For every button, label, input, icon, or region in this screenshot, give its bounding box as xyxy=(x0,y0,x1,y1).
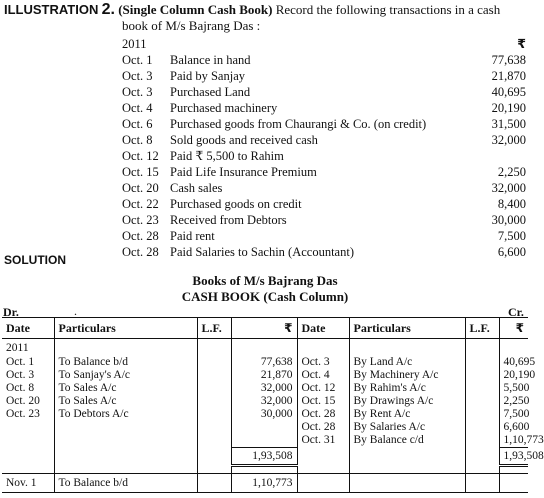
transaction-row: Oct. 1 Balance in hand 77,638 xyxy=(122,53,526,67)
transaction-row: Oct. 12 Paid ₹ 5,500 to Rahim xyxy=(122,149,284,163)
illustration-label: ILLUSTRATION xyxy=(4,2,99,17)
transaction-row: Oct. 6 Purchased goods from Chaurangi & Co. (on credit) 31,500 xyxy=(122,117,526,131)
transaction-row: Oct. 8 Sold goods and received cash 32,000 xyxy=(122,133,526,147)
cash-book-title: CASH BOOK (Cash Column) xyxy=(181,289,349,304)
credit-label: Cr. xyxy=(508,305,524,319)
transaction-row: Oct. 4 Purchased machinery 20,190 xyxy=(122,101,526,115)
solution-heading: SOLUTION xyxy=(4,253,66,267)
transaction-row: Oct. 3 Paid by Sanjay 21,870 xyxy=(122,69,526,83)
header-lf: L.F. xyxy=(465,318,499,339)
transaction-row: Oct. 15 Paid Life Insurance Premium 2,250 xyxy=(122,165,526,179)
table-row: Oct. 8 To Sales A/c 32,000 Oct. 12 By Rahim's A/c 5,500 xyxy=(2,382,528,395)
illustration-text: Record the following transactions in a cash xyxy=(272,2,501,17)
illustration-heading xyxy=(4,2,528,18)
header-particulars: Particulars xyxy=(349,318,465,339)
illustration-number: 2. xyxy=(101,1,115,18)
illustration-text-line2: book of M/s Bajrang Das : xyxy=(122,18,261,33)
table-row: Oct. 3 To Sanjay's A/c 21,870 Oct. 4 By Machinery A/c 20,190 xyxy=(2,369,528,382)
table-row: Oct. 20 To Sales A/c 32,000 Oct. 15 By Drawings A/c 2,250 xyxy=(2,395,528,408)
cash-book-table xyxy=(2,317,544,493)
illustration-title: (Single Column Cash Book) xyxy=(118,2,273,17)
transaction-row: Oct. 3 Purchased Land 40,695 xyxy=(122,85,526,99)
transaction-row: Oct. 28 Paid rent 7,500 xyxy=(122,229,526,243)
table-row: Oct. 1 To Balance b/d 77,638 Oct. 3 By Land A/c 40,695 xyxy=(2,356,528,369)
rupee-icon: ₹ xyxy=(517,36,526,51)
transactions-year: 2011 xyxy=(122,37,147,51)
closing-amount: 1,10,773 xyxy=(231,474,297,493)
closing-date: Nov. 1 xyxy=(2,474,54,493)
spacer-row xyxy=(2,466,528,474)
transaction-row: Oct. 28 Paid Salaries to Sachin (Accountant) 6,600 xyxy=(122,245,526,259)
table-row: Oct. 23 To Debtors A/c 30,000 Oct. 28 By Rent A/c 7,500 xyxy=(2,408,528,421)
header-date: Date xyxy=(2,318,54,339)
stray-dot: . xyxy=(74,304,77,318)
header-particulars: Particulars xyxy=(54,318,197,339)
year-cell: 2011 xyxy=(2,339,54,357)
totals-row xyxy=(2,448,528,466)
transactions-header-row xyxy=(122,36,526,52)
debit-label: Dr. xyxy=(3,305,19,319)
debit-total: 1,93,508 xyxy=(231,448,297,466)
table-row: Oct. 28 By Salaries A/c 6,600 xyxy=(2,421,528,434)
transaction-row: Oct. 22 Purchased goods on credit 8,400 xyxy=(122,197,526,211)
cash-book-header-row xyxy=(2,318,528,339)
header-date: Date xyxy=(297,318,349,339)
transactions-table xyxy=(122,36,526,260)
books-title: Books of M/s Bajrang Das xyxy=(192,273,338,288)
credit-total: 1,93,508 xyxy=(499,448,528,466)
table-row xyxy=(2,339,528,357)
transaction-row: Oct. 23 Received from Debtors 30,000 xyxy=(122,213,526,227)
rupee-icon: ₹ xyxy=(231,318,297,339)
transaction-row: Oct. 20 Cash sales 32,000 xyxy=(122,181,526,195)
closing-balance-row xyxy=(2,474,528,493)
rupee-icon: ₹ xyxy=(499,318,528,339)
table-row: Oct. 31 By Balance c/d 1,10,773 xyxy=(2,434,528,448)
header-lf: L.F. xyxy=(197,318,231,339)
closing-particulars: To Balance b/d xyxy=(54,474,197,493)
